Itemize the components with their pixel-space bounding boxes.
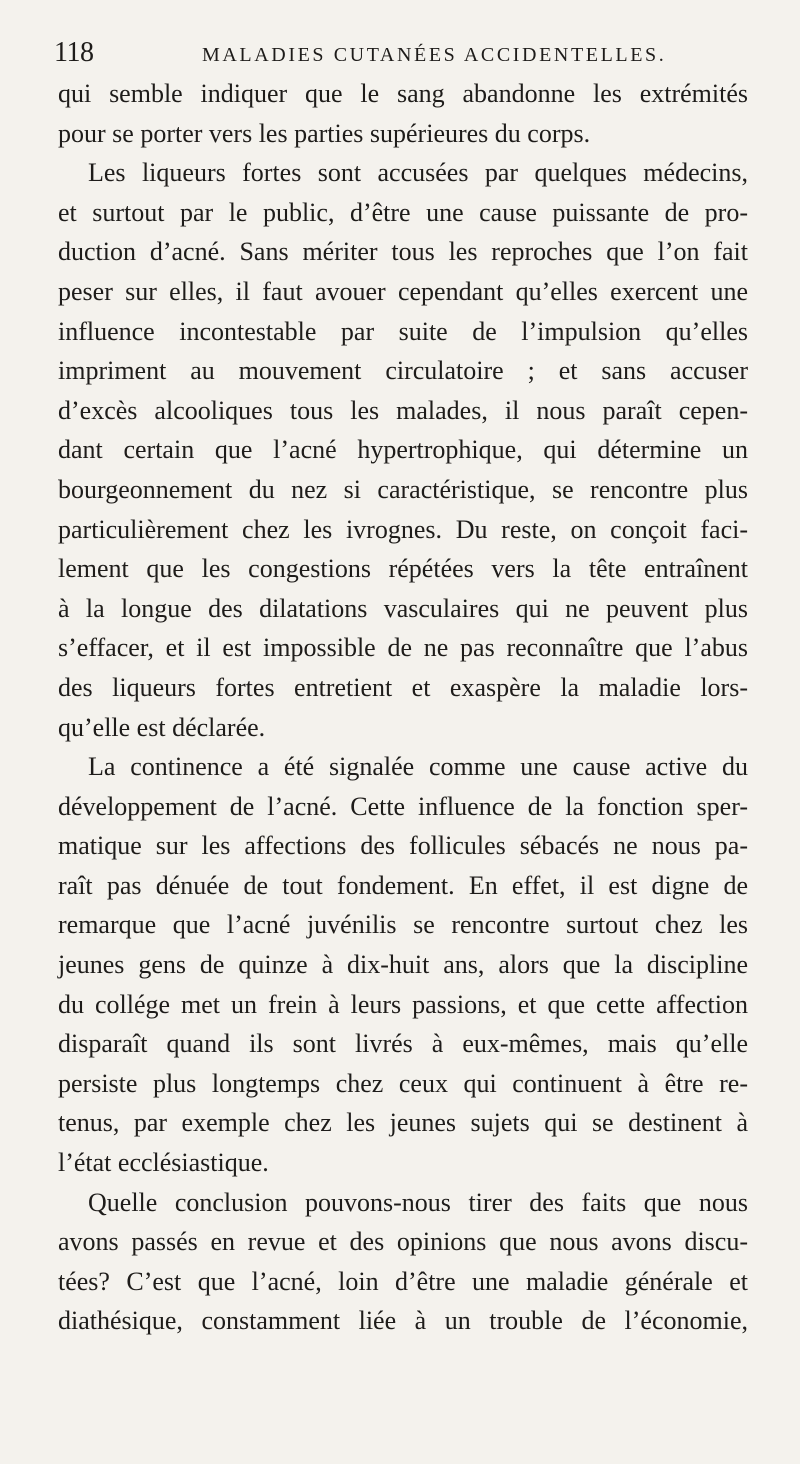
body-text xyxy=(58,74,748,1341)
text-line: jeunes gens de quinze à dix-huit ans, alors que la discipline xyxy=(58,950,748,980)
text-line: peser sur elles, il faut avouer cependant qu’elles exercent une xyxy=(58,276,748,306)
text-line: particulièrement chez les ivrognes. Du reste, on conçoit faci- xyxy=(58,514,748,544)
page-header xyxy=(54,36,760,70)
text-line: à la longue des dilatations vasculaires qui ne peuvent plus xyxy=(58,593,748,623)
text-line: raît pas dénuée de tout fondement. En effet, il est digne de xyxy=(58,870,748,900)
text-line: influence incontestable par suite de l’impulsion qu’elles xyxy=(58,316,748,346)
text-line: bourgeonnement du nez si caractéristique, se rencontre plus xyxy=(58,474,748,504)
text-line: développement de l’acné. Cette influence de la fonction sper- xyxy=(58,791,748,821)
text-line: remarque que l’acné juvénilis se rencontre surtout chez les xyxy=(58,910,748,940)
text-line: des liqueurs fortes entretient et exaspère la maladie lors- xyxy=(58,672,748,702)
text-line: lement que les congestions répétées vers la tête entraînent xyxy=(58,554,748,584)
text-line: s’effacer, et il est impossible de ne pas reconnaître que l’abus xyxy=(58,633,748,663)
paragraph-first-line: Les liqueurs fortes sont accusées par quelques médecins, xyxy=(88,158,748,188)
text-line: persiste plus longtemps chez ceux qui continuent à être re- xyxy=(58,1068,748,1098)
text-line: tées? C’est que l’acné, loin d’être une maladie générale et xyxy=(58,1266,748,1296)
text-line: diathésique, constamment liée à un trouble de l’économie, xyxy=(58,1306,748,1336)
text-line: l’état ecclésiastique. xyxy=(58,1148,269,1178)
text-line: et surtout par le public, d’être une cause puissante de pro- xyxy=(58,197,748,227)
text-line: du collége met un frein à leurs passions, et que cette affection xyxy=(58,989,748,1019)
text-line: duction d’acné. Sans mériter tous les reproches que l’on fait xyxy=(58,237,748,267)
text-line: dant certain que l’acné hypertrophique, qui détermine un xyxy=(58,435,748,465)
text-line: impriment au mouvement circulatoire ; et sans accuser xyxy=(58,356,748,386)
text-line: avons passés en revue et des opinions que nous avons discu- xyxy=(58,1227,748,1257)
text-line: disparaît quand ils sont livrés à eux-mêmes, mais qu’elle xyxy=(58,1029,748,1059)
text-line: d’excès alcooliques tous les malades, il nous paraît cepen- xyxy=(58,395,748,425)
text-line: tenus, par exemple chez les jeunes sujets qui se destinent à xyxy=(58,1108,748,1138)
text-line: matique sur les affections des follicules sébacés ne nous pa- xyxy=(58,831,748,861)
page-number: 118 xyxy=(54,37,94,68)
text-line: qui semble indiquer que le sang abandonne les extrémités xyxy=(58,79,748,108)
text-line: qu’elle est déclarée. xyxy=(58,712,266,742)
running-head: MALADIES CUTANÉES ACCIDENTELLES. xyxy=(202,44,667,66)
paragraph-first-line: Quelle conclusion pouvons-nous tirer des faits que nous xyxy=(88,1187,748,1217)
paragraph-first-line: La continence a été signalée comme une cause active du xyxy=(88,752,748,782)
text-line: pour se porter vers les parties supérieures du corps. xyxy=(58,118,591,148)
